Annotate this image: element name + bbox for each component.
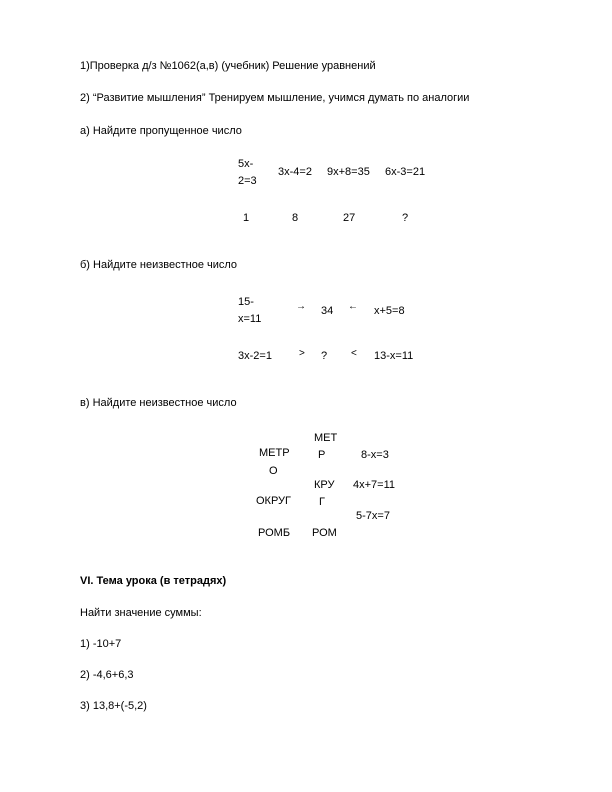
exercise-3: 3) 13,8+(-5,2): [80, 700, 147, 712]
table-v-word5: РОМБ: [258, 527, 291, 539]
table-a-ans2: 8: [292, 212, 299, 224]
table-v-word4-line1: КРУ: [314, 479, 335, 491]
table-a-eq1-line2: 2=3: [238, 175, 257, 187]
section-b-heading: б) Найдите неизвестное число: [80, 259, 238, 271]
exercise-1: 1) -10+7: [80, 638, 122, 650]
table-v-word4-line2: Г: [319, 496, 325, 508]
table-b-r2-left: 3x-2=1: [238, 350, 272, 362]
table-a-ans4: ?: [402, 212, 409, 224]
table-v-eq2: 4x+7=11: [353, 479, 396, 491]
table-a-ans1: 1: [243, 212, 250, 224]
section-a-heading: а) Найдите пропущенное число: [80, 125, 242, 137]
table-a-eq3: 9x+8=35: [327, 166, 370, 178]
table-b-r1-left-line2: x=11: [238, 313, 262, 325]
table-b-r1-left-line1: 15-: [238, 296, 254, 308]
arrow-right-icon: →: [296, 301, 306, 312]
table-v-word2-line2: Р: [318, 449, 326, 461]
exercise-2: 2) -4,6+6,3: [80, 669, 134, 681]
table-b-r1-center: 34: [321, 305, 334, 317]
table-v-eq1: 8-x=3: [361, 449, 389, 461]
table-v-eq3: 5-7x=7: [356, 510, 390, 522]
homework-check-line: 1)Проверка д/з №1062(а,в) (учебник) Решение уравнений: [80, 60, 376, 72]
arrow-left-icon: ←: [348, 301, 358, 312]
greater-than-icon: ˃: [299, 348, 305, 359]
table-a-eq1-line1: 5x-: [238, 158, 254, 170]
table-b-r2-center: ?: [321, 350, 328, 362]
table-a-eq2: 3x-4=2: [278, 166, 312, 178]
table-a-eq4: 6x-3=21: [385, 166, 426, 178]
table-v-word1-line2: О: [269, 465, 278, 477]
section-v-heading: в) Найдите неизвестное число: [80, 397, 237, 409]
section-title: VI. Тема урока (в тетрадях): [80, 575, 227, 587]
table-v-word6: РОМ: [312, 527, 337, 539]
table-b-r2-right: 13-x=11: [374, 350, 414, 362]
table-v-word3: ОКРУГ: [256, 495, 292, 507]
thinking-development-line: 2) “Развитие мышления” Тренируем мышление, учимся думать по аналогии: [80, 92, 470, 104]
table-v-word2-line1: МЕТ: [314, 432, 338, 444]
table-v-word1-line1: МЕТР: [259, 447, 290, 459]
table-a-ans3: 27: [343, 212, 356, 224]
less-than-icon: ˂: [351, 348, 357, 359]
find-sum-instruction: Найти значение суммы:: [80, 607, 202, 619]
table-b-r1-right: x+5=8: [374, 305, 405, 317]
